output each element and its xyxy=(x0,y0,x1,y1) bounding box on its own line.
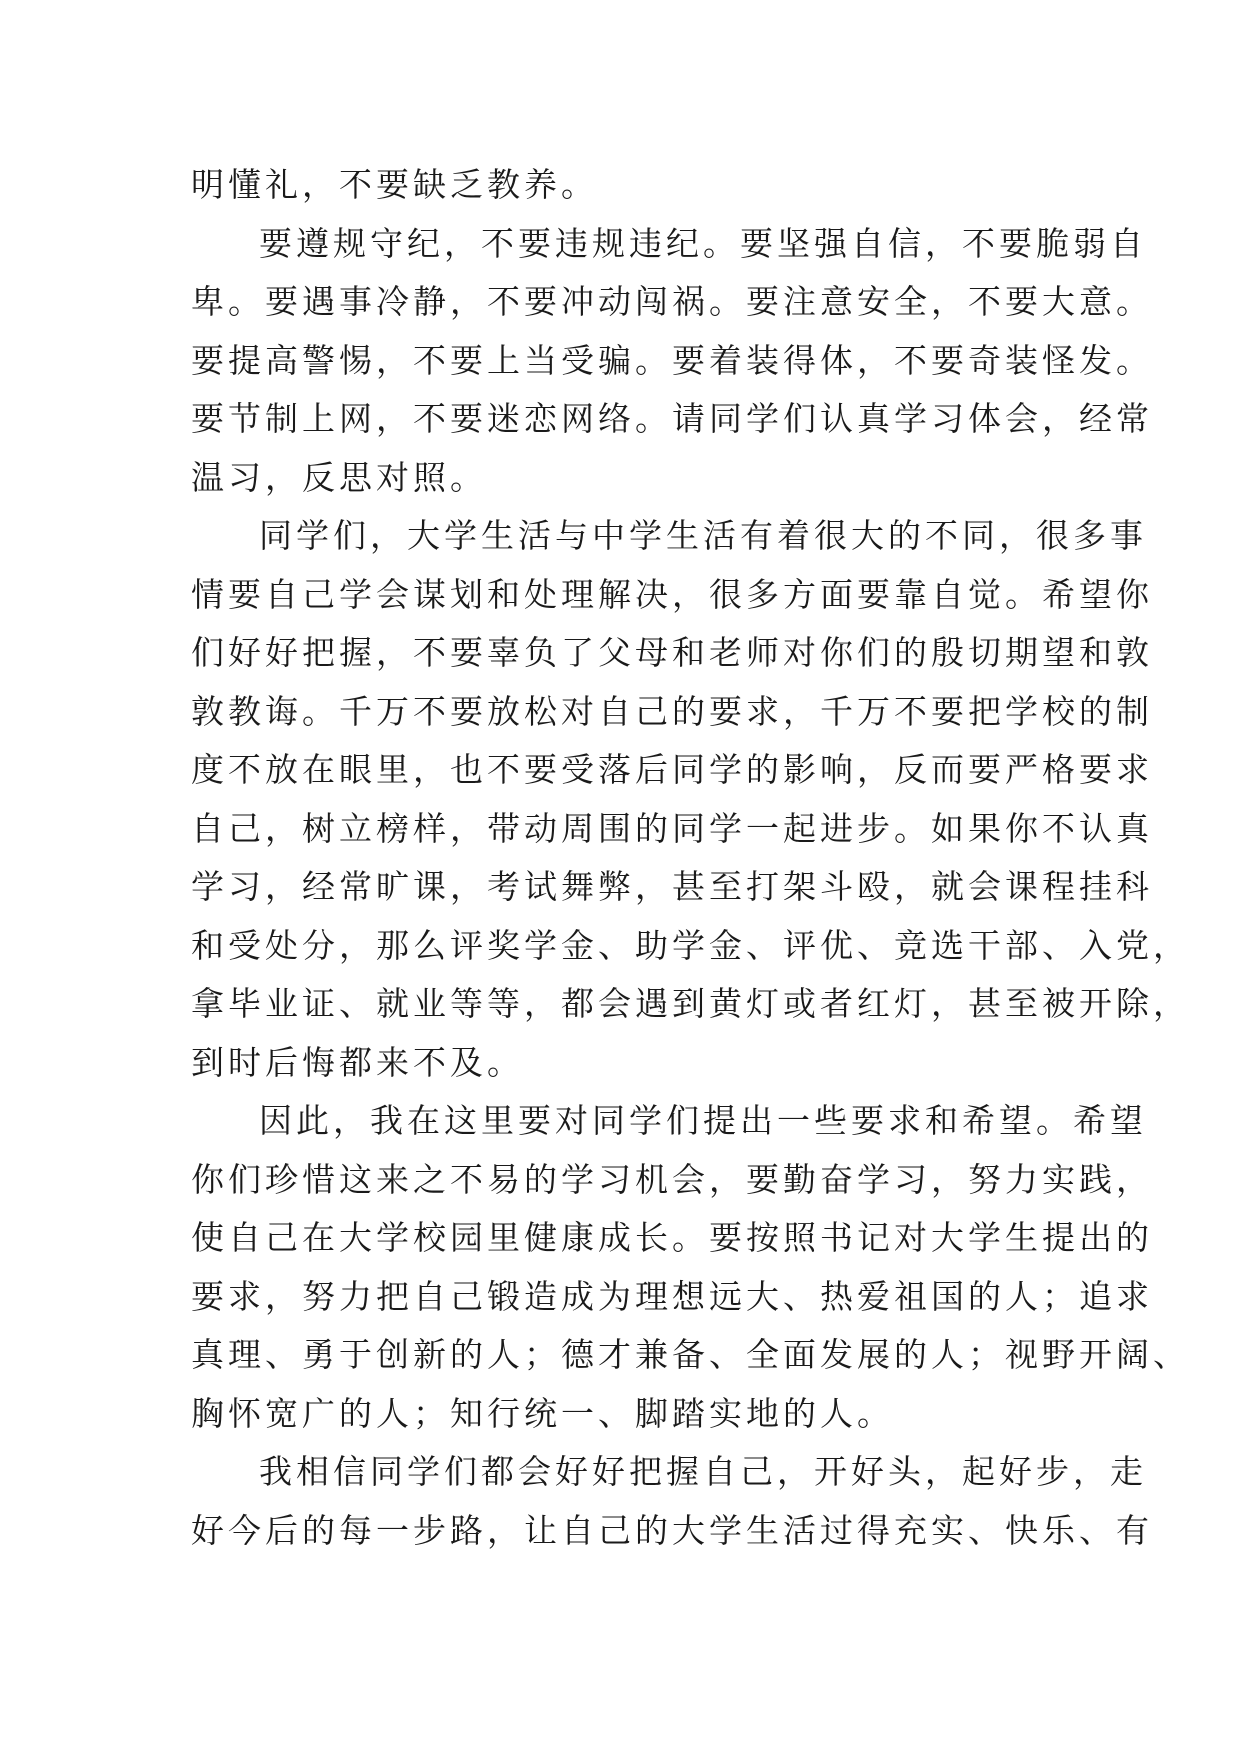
text-line: 要提高警惕，不要上当受骗。要着装得体，不要奇装怪发。 xyxy=(191,340,1153,380)
text-line: 明懂礼，不要缺乏教养。 xyxy=(191,165,598,204)
text-line: 胸怀宽广的人；知行统一、脚踏实地的人。 xyxy=(191,1393,894,1433)
text-line: 真理、勇于创新的人；德才兼备、全面发展的人；视野开阔、 xyxy=(191,1335,1190,1374)
paragraph xyxy=(191,507,1190,1092)
text-line: 温习，反思对照。 xyxy=(191,457,487,497)
text-line: 拿毕业证、就业等等，都会遇到黄灯或者红灯，甚至被开除， xyxy=(191,984,1190,1023)
text-line: 同学们，大学生活与中学生活有着很大的不同，很多事 xyxy=(259,516,1147,555)
text-line: 使自己在大学校园里健康成长。要按照书记对大学生提出的 xyxy=(191,1218,1153,1257)
text-line: 度不放在眼里，也不要受落后同学的影响，反而要严格要求 xyxy=(191,750,1153,789)
text-line: 要遵规守纪，不要违规违纪。要坚强自信，不要脆弱自 xyxy=(259,223,1147,263)
paragraph xyxy=(191,1443,1153,1560)
paragraph xyxy=(191,1092,1190,1443)
text-line: 敦教诲。千万不要放松对自己的要求，千万不要把学校的制 xyxy=(191,691,1153,731)
text-line: 好今后的每一步路，让自己的大学生活过得充实、快乐、有 xyxy=(191,1510,1153,1550)
text-line: 们好好把握，不要辜负了父母和老师对你们的殷切期望和敦 xyxy=(191,633,1153,672)
text-line: 和受处分，那么评奖学金、助学金、评优、竞选干部、入党， xyxy=(191,925,1190,965)
text-line: 你们珍惜这来之不易的学习机会，要勤奋学习，努力实践， xyxy=(191,1159,1153,1199)
text-line: 要节制上网，不要迷恋网络。请同学们认真学习体会，经常 xyxy=(191,399,1153,438)
text-line: 因此，我在这里要对同学们提出一些要求和希望。希望 xyxy=(259,1101,1147,1140)
document-body xyxy=(191,156,1190,1560)
paragraph xyxy=(191,156,1071,215)
text-line: 卑。要遇事冷静，不要冲动闯祸。要注意安全，不要大意。 xyxy=(191,282,1153,321)
text-line: 自己，树立榜样，带动周围的同学一起进步。如果你不认真 xyxy=(191,808,1153,848)
text-line: 情要自己学会谋划和处理解决，很多方面要靠自觉。希望你 xyxy=(191,574,1153,614)
text-line: 我相信同学们都会好好把握自己，开好头，起好步，走 xyxy=(259,1452,1147,1491)
text-line: 到时后悔都来不及。 xyxy=(191,1042,524,1082)
paragraph xyxy=(191,215,1153,508)
text-line: 学习，经常旷课，考试舞弊，甚至打架斗殴，就会课程挂科 xyxy=(191,867,1153,906)
text-line: 要求，努力把自己锻造成为理想远大、热爱祖国的人；追求 xyxy=(191,1276,1153,1316)
